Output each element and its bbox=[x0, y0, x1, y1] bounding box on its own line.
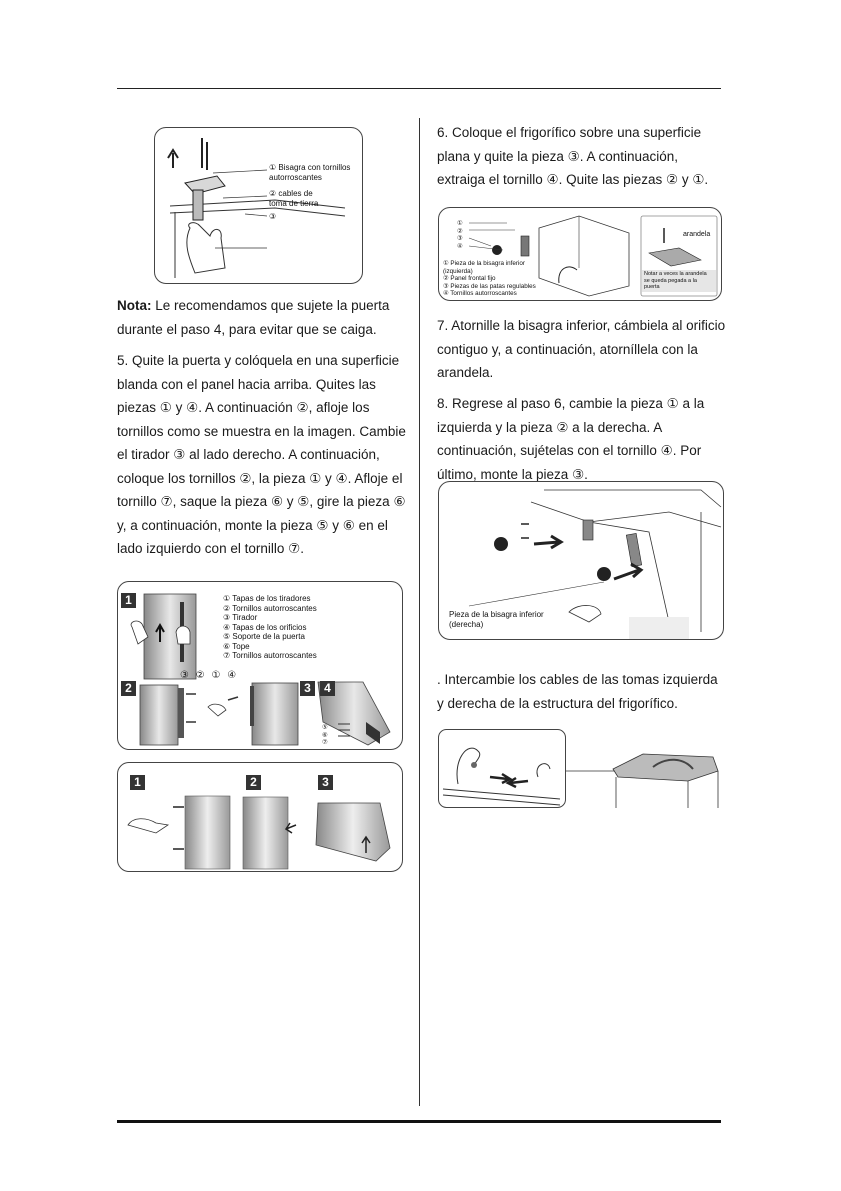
figure-lower-hinge-right bbox=[438, 481, 724, 640]
fig3-step-3: 3 bbox=[318, 775, 333, 790]
fig2-callouts: ③ ② ① ④ bbox=[180, 670, 239, 681]
fig3-step-2: 2 bbox=[246, 775, 261, 790]
fig5-label: Pieza de la bisagra inferior (derecha) bbox=[449, 610, 544, 629]
column-divider bbox=[419, 118, 420, 1106]
note-paragraph bbox=[117, 294, 407, 341]
fig2-side-labels: ⑤ ⑥ ⑦ bbox=[322, 724, 328, 747]
fig3-step-1: 1 bbox=[130, 775, 145, 790]
figure-handle-swap bbox=[117, 581, 403, 750]
fig2-step-3: 3 bbox=[300, 681, 315, 696]
note-label: Nota: bbox=[117, 298, 152, 313]
fig2-step-4: 4 bbox=[320, 681, 335, 696]
header-rule bbox=[117, 88, 721, 89]
fig4-washer-label: arandela bbox=[683, 231, 711, 238]
footer-rule bbox=[117, 1120, 721, 1123]
cables-swap-illustration bbox=[438, 729, 722, 808]
note-text: Le recomendamos que sujete la puerta durante el paso 4, para evitar que se caiga. bbox=[117, 298, 390, 337]
fig4-nums: ① ② ③ ④ bbox=[457, 220, 463, 250]
fig1-label-hinge: ① Bisagra con tornillos autorroscantes bbox=[269, 163, 351, 182]
step5-paragraph: 5. Quite la puerta y colóquela en una superficie blanda con el panel hacia arriba. Quites las piezas ① y ④. A continuación ②, afloje los tornillos como se muestra en la imagen. Cambie el tirador ③ al lado derecho. A continuación, coloque los tornillos ②, la pieza ① y ④. Afloje el tornillo ⑦, saque la pieza ⑥ y ⑤, gire la pieza ⑥ y, a continuación, monte la pieza ⑤ y ⑥ en el lado izquierdo con el tornillo ⑦. bbox=[117, 353, 406, 556]
step7-paragraph: 7. Atornille la bisagra inferior, cámbiela al orificio contiguo y, a continuación, atorníllela con la arandela. bbox=[437, 318, 726, 380]
fig2-legend: ① Tapas de los tiradores ② Tornillos autorroscantes ③ Tirador ④ Tapas de los orificios ⑤ Soporte de la puerta ⑥ Tope ⑦ Tornillos autorroscantes bbox=[223, 594, 317, 660]
fig2-step-1: 1 bbox=[121, 593, 136, 608]
fig2-step-2: 2 bbox=[121, 681, 136, 696]
step9-paragraph: . Intercambie los cables de las tomas izquierda y derecha de la estructura del frigorífico. bbox=[437, 672, 718, 711]
fig4-legend: ① Pieza de la bisagra inferior (izquierda) ② Panel frontal fijo ③ Piezas de las patas regulables ④ Tornillos autorroscantes bbox=[443, 260, 536, 298]
figure-top-hinge bbox=[154, 127, 363, 284]
step6-paragraph: 6. Coloque el frigorífico sobre una superficie plana y quite la pieza ③. A continuación, extraiga el tornillo ④. Quite las piezas ② y ①. bbox=[437, 125, 709, 187]
fig1-label-ground-cables: ② cables de toma de tierra bbox=[269, 189, 319, 208]
step8-paragraph: 8. Regrese al paso 6, cambie la pieza ① a la izquierda y la pieza ② a la derecha. A continuación, sujételas con el tornillo ④. Por último, monte la pieza ③. bbox=[437, 396, 705, 482]
figure-door-bracket bbox=[117, 762, 403, 872]
fig1-label-part3: ③ bbox=[269, 212, 277, 221]
fig4-washer-note: Notar a veces la arandela se queda pegada a la puerta bbox=[644, 271, 707, 290]
top-hinge-illustration bbox=[155, 128, 362, 283]
figure-cables-swap bbox=[438, 729, 722, 808]
figure-lower-hinge-left bbox=[438, 207, 722, 301]
